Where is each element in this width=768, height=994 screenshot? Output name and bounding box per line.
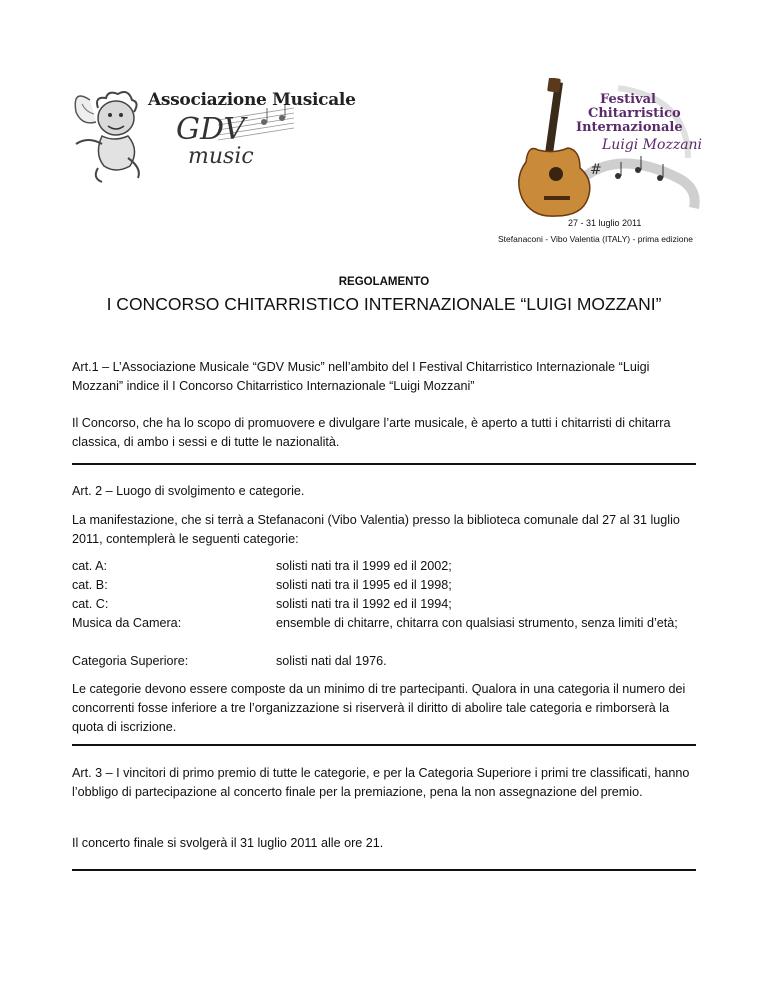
category-description: solisti nati dal 1976. [276,654,387,668]
regolamento-heading: REGOLAMENTO [338,276,430,288]
festival-date: 27 - 31 luglio 2011 [568,218,642,228]
festival-place: Stefanaconi - Vibo Valentia (ITALY) - prima edizione [498,234,693,244]
association-music-text: music [188,144,254,169]
art2-paragraph: La manifestazione, che si terrà a Stefanaconi (Vibo Valentia) presso la biblioteca comunale dal 27 al 31 luglio 2011, contemplerà le seguenti categorie: [72,513,680,546]
festival-title-line1: Festival [600,92,656,107]
festival-logo [498,78,702,246]
association-gdv-text: GDV [176,112,246,147]
category-label: cat. B: [72,578,108,592]
category-description: ensemble di chitarre, chitarra con qualsiasi strumento, senza limiti d’età; [276,616,678,630]
document-title: I CONCORSO CHITARRISTICO INTERNAZIONALE “LUIGI MOZZANI” [106,294,662,314]
category-label: cat. C: [72,597,109,611]
festival-title-line4: Luigi Mozzani [602,137,703,153]
art2-paragraph-2: Le categorie devono essere composte da un minimo di tre partecipanti. Qualora in una categoria il numero dei concorrenti fosse inferiore a tre l’organizzazione si riserverà il diritto di abolire tale categoria e rimborserà la quota di iscrizione. [72,682,686,734]
art2-heading: Art. 2 – Luogo di svolgimento e categorie. [72,484,305,498]
category-description: solisti nati tra il 1999 ed il 2002; [276,559,452,573]
art1-paragraph: Art.1 – L’Associazione Musicale “GDV Music” nell’ambito del I Festival Chitarristico Internazionale “Luigi Mozzani” indice il I Concorso Chitarristico Internazionale “Luigi Mozzani” [72,360,650,393]
art3-paragraph: Art. 3 – I vincitori di primo premio di tutte le categorie, e per la Categoria Superiore i primi tre classificati, hanno l’obbligo di partecipazione al concerto finale per la premiazione, pena la non assegnazione del premio. [72,766,690,799]
category-label: Musica da Camera: [72,616,182,630]
art1-paragraph-2: Il Concorso, che ha lo scopo di promuovere e divulgare l’arte musicale, è aperto a tutti i chitarristi di chitarra classica, di ambo i sessi e di tutte le nazionalità. [72,416,671,449]
festival-title-line2: Chitarristico [588,106,681,121]
category-label: Categoria Superiore: [72,654,189,668]
art3-paragraph-2: Il concerto finale si svolgerà il 31 luglio 2011 alle ore 21. [72,836,384,850]
section-divider [72,463,696,465]
section-divider [72,869,696,871]
svg-text:#: # [590,162,602,178]
festival-title-line3: Internazionale [576,120,683,135]
category-description: solisti nati tra il 1995 ed il 1998; [276,578,452,592]
category-label: cat. A: [72,559,108,573]
association-name: Associazione Musicale [148,90,356,110]
association-logo [68,78,356,188]
category-description: solisti nati tra il 1992 ed il 1994; [276,597,452,611]
section-divider [72,744,696,746]
